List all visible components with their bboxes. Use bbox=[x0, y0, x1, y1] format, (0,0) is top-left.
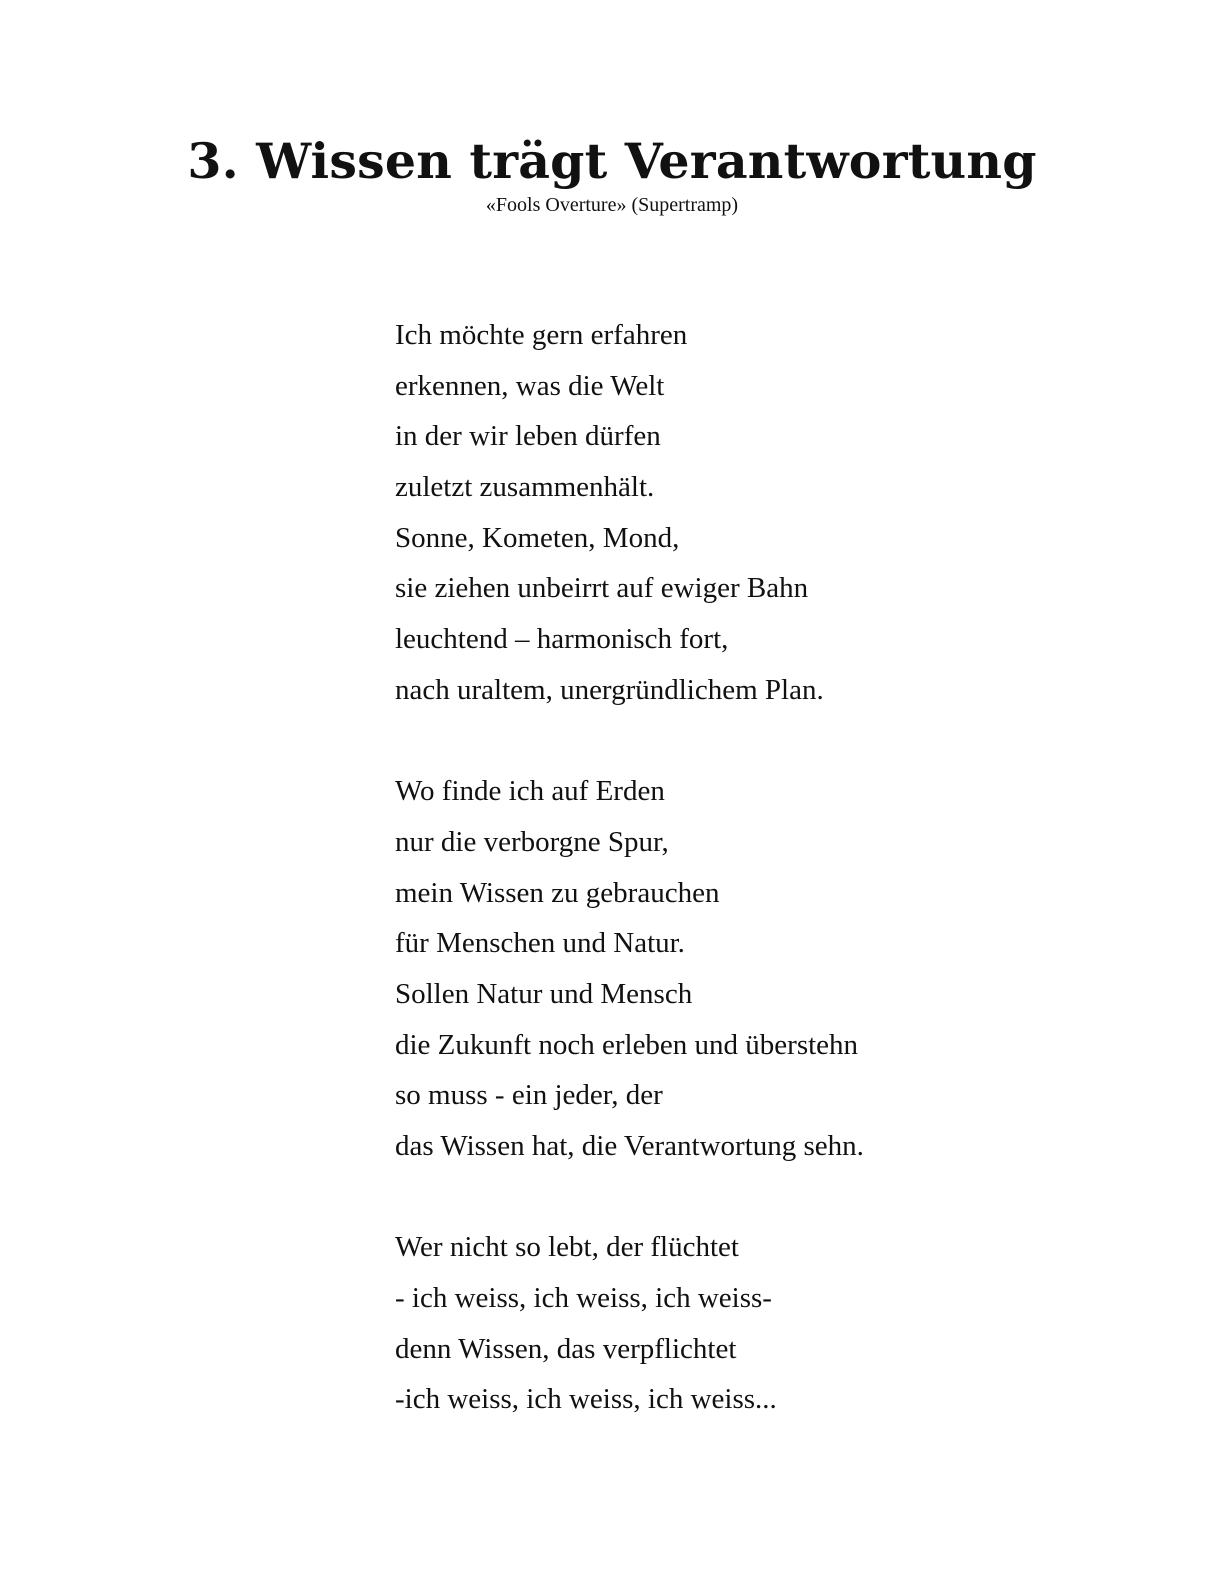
poem-line: für Menschen und Natur. bbox=[395, 927, 685, 960]
poem-line: nach uraltem, unergründlichem Plan. bbox=[395, 673, 824, 706]
poem-line: so muss - ein jeder, der bbox=[395, 1079, 663, 1112]
poem-line: in der wir leben dürfen bbox=[395, 420, 661, 453]
stanza-1 bbox=[395, 310, 1175, 716]
poem-line: Wer nicht so lebt, der flüchtet bbox=[395, 1231, 739, 1264]
poem-line: sie ziehen unbeirrt auf ewiger Bahn bbox=[395, 572, 809, 605]
poem-line: leuchtend – harmonisch fort, bbox=[395, 623, 729, 656]
poem-line: Wo finde ich auf Erden bbox=[395, 775, 665, 808]
page-title: 3. Wissen trägt Verantwortung bbox=[187, 132, 1037, 190]
poem-line: Sollen Natur und Mensch bbox=[395, 977, 693, 1010]
stanza-3 bbox=[395, 1222, 1175, 1425]
poem-line: -ich weiss, ich weiss, ich weiss... bbox=[395, 1383, 777, 1416]
stanza-2 bbox=[395, 766, 1175, 1172]
poem-line: denn Wissen, das verpflichtet bbox=[395, 1332, 737, 1365]
poem-line: Sonne, Kometen, Mond, bbox=[395, 521, 680, 554]
poem-line: zuletzt zusammenhält. bbox=[395, 471, 655, 504]
poem-line: Ich möchte gern erfahren bbox=[395, 319, 688, 351]
poem-line: erkennen, was die Welt bbox=[395, 369, 665, 402]
poem-line: das Wissen hat, die Verantwortung sehn. bbox=[395, 1130, 864, 1162]
poem-line: mein Wissen zu gebrauchen bbox=[395, 876, 720, 909]
poem-line: - ich weiss, ich weiss, ich weiss- bbox=[395, 1282, 772, 1315]
poem-body bbox=[395, 310, 1175, 1476]
poem-line: die Zukunft noch erleben und überstehn bbox=[395, 1028, 859, 1061]
poem-line: nur die verborgne Spur, bbox=[395, 825, 669, 858]
page-subtitle: «Fools Overture» (Supertramp) bbox=[485, 194, 739, 216]
